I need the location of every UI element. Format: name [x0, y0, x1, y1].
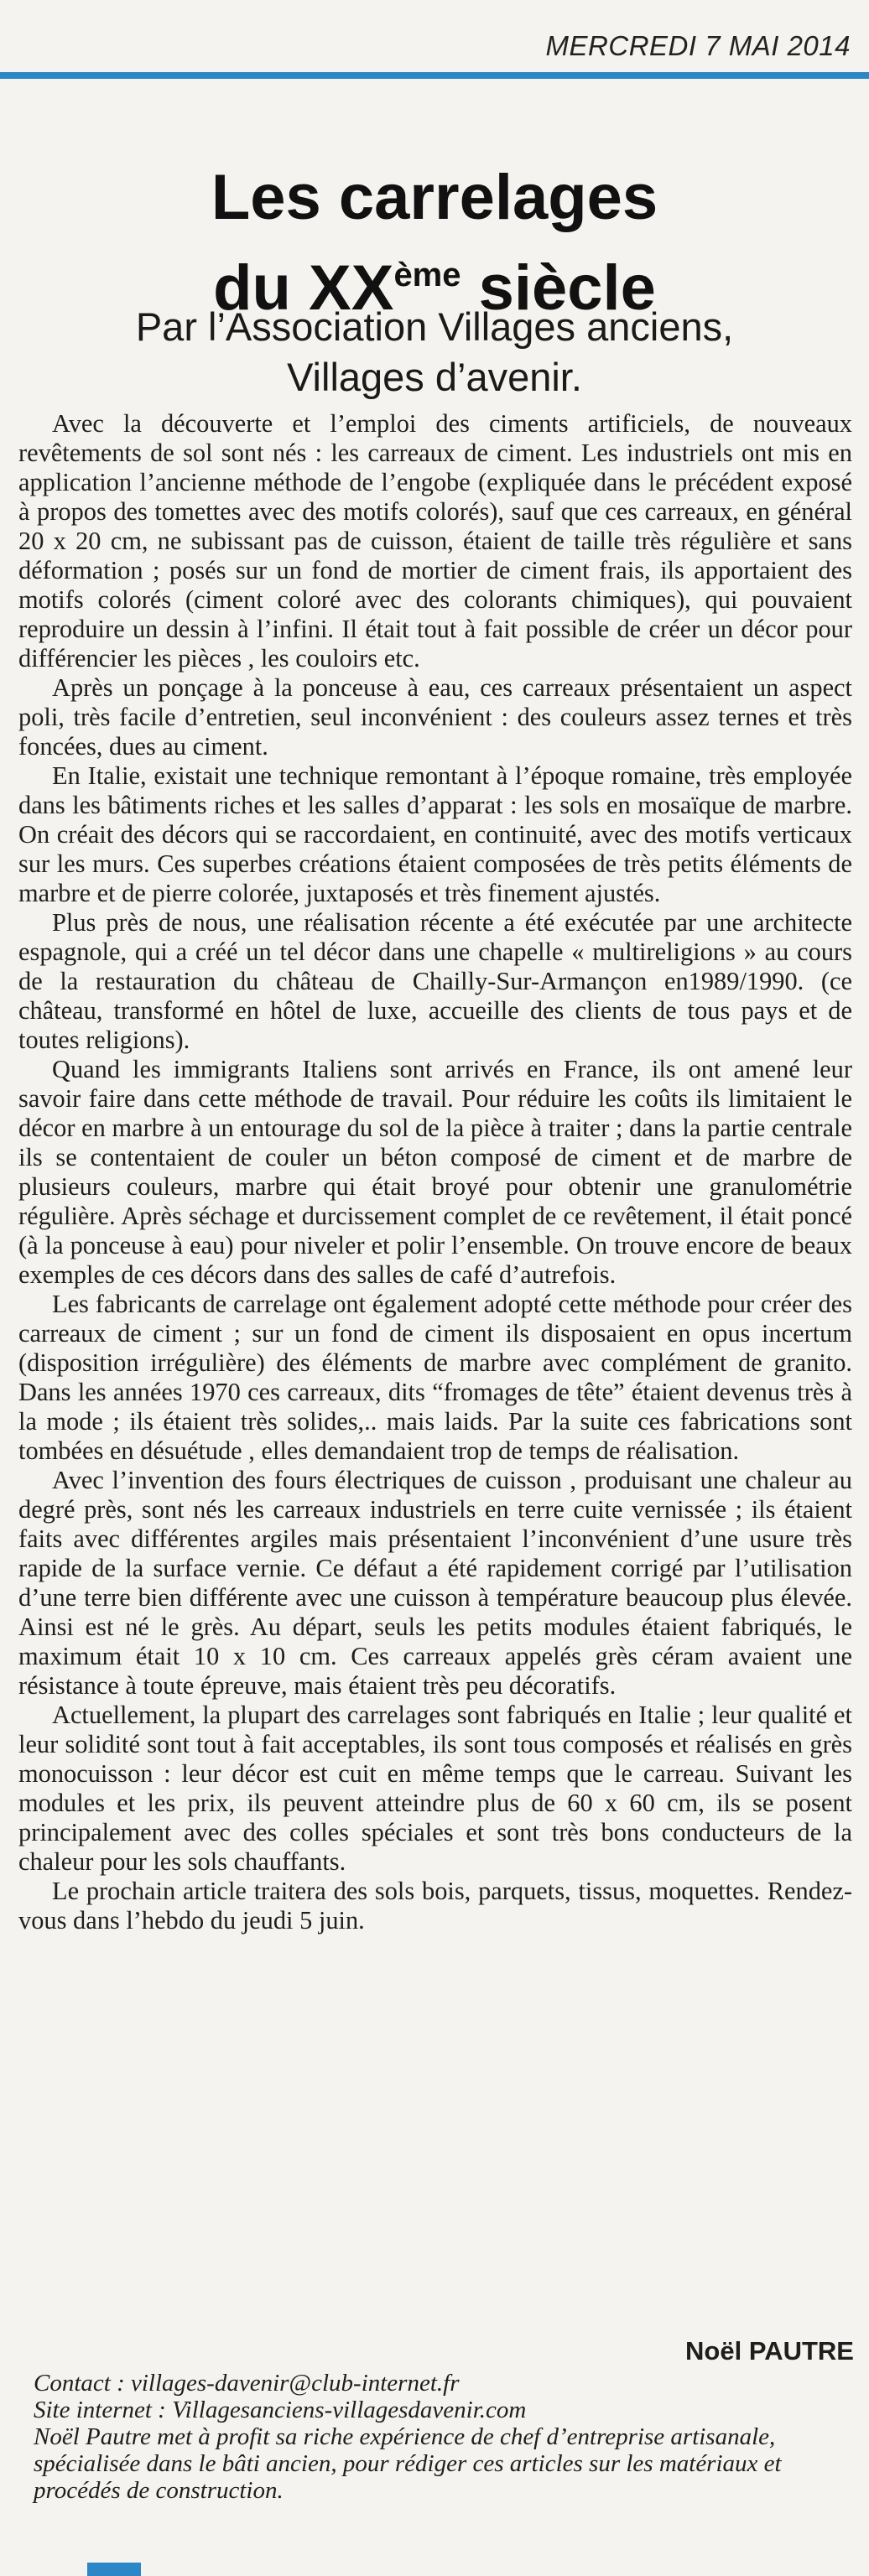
paragraph-5: Quand les immigrants Italiens sont arrivés en France, ils ont amené leur savoir faire dans cette méthode de travail. Pour réduire les coûts ils limitaient le décor en marbre à un entourage du sol de la pièce à traiter ; dans la partie centrale ils se contentaient de couler un béton composé de ciment et de marbre de plusieurs couleurs, marbre qui était broyé pour obtenir une granulométrie régulière. Après séchage et durcissement complet de ce revêtement, il était poncé (à la ponceuse à eau) pour niveler et polir l’ensemble. On trouve encore de beaux exemples de ces décors dans des salles de café d’autrefois. — [18, 1055, 852, 1289]
title-line-1: Les carrelages — [211, 162, 658, 233]
paragraph-4: Plus près de nous, une réalisation récente a été exécutée par une architecte espagnole, qui a créé un tel décor dans une chapelle « multireligions » au cours de la restauration du château de Chailly-Sur-Armançon en1989/1990. (ce château, transformé en hôtel de luxe, accueille des clients de tous pays et de toutes religions). — [18, 908, 852, 1054]
author-bio: Noël Pautre met à profit sa riche expérience de chef d’entreprise artisanale, spécialisée dans le bâti ancien, pour rédiger ces articles sur les matériaux et procédés de construction. — [34, 2423, 782, 2504]
page-corner-mark — [87, 2563, 141, 2576]
paragraph-6: Les fabricants de carrelage ont également adopté cette méthode pour créer des carreaux de ciment ; sur un fond de ciment ils disposaient en opus incertum (disposition irrégulière) des éléments de marbre avec complément de granito. Dans les années 1970 ces carreaux, dits “fromages de tête” étaient devenus très à la mode ; ils étaient très solides,.. mais laids. Par la suite ces fabrications sont tombées en désuétude , elles demandaient trop de temps de réalisation. — [18, 1290, 852, 1465]
header-rule — [0, 72, 869, 79]
title-line-2-end: siècle — [461, 252, 656, 324]
author-signature: Noël PAUTRE — [685, 2336, 854, 2366]
paragraph-8: Actuellement, la plupart des carrelages sont fabriqués en Italie ; leur qualité et leur solidité sont tout à fait acceptables, ils sont tous composés et réalisés en grès monocuisson : leur décor est cuit en même temps que le carreau. Suivant les modules et les prix, ils peuvent atteindre plus de 60 x 60 cm, ils se posent principalement avec des colles spéciales et sont très bons conducteurs de la chaleur pour les sols chauffants. — [18, 1701, 852, 1876]
paragraph-3: En Italie, existait une technique remontant à l’époque romaine, très employée dans les bâtiments riches et les salles d’apparat : les sols en mosaïque de marbre. On créait des décors qui se raccordaient, en continuité, avec des motifs verticaux sur les murs. Ces superbes créations étaient composées de très petits éléments de marbre et de pierre colorée, juxtaposés et très finement ajustés. — [18, 761, 852, 907]
website-line: Site internet : Villagesanciens-villagesdavenir.com — [34, 2397, 527, 2423]
title-superscript: ème — [393, 257, 461, 293]
article-body — [18, 409, 852, 1935]
paragraph-2: Après un ponçage à la ponceuse à eau, ces carreaux présentaient un aspect poli, très facile d’entretien, seul inconvénient : des couleurs assez ternes et très foncées, dues au ciment. — [18, 673, 852, 761]
article-byline — [0, 302, 869, 402]
byline-line-2: Villages d’avenir. — [287, 355, 582, 399]
paragraph-9: Le prochain article traitera des sols bois, parquets, tissus, moquettes. Rendez-vous dans l’hebdo du jeudi 5 juin. — [18, 1877, 852, 1935]
title-line-2-start: du XX — [213, 252, 394, 324]
issue-date: MERCREDI 7 MAI 2014 — [545, 30, 851, 61]
article-footer — [34, 2370, 856, 2504]
contact-line: Contact : villages-davenir@club-internet.fr — [34, 2370, 460, 2397]
paragraph-7: Avec l’invention des fours électriques de cuisson , produisant une chaleur au degré près, sont nés les carreaux industriels en terre cuite vernissée ; ils étaient faits avec différentes argiles mais présentaient l’inconvénient d’une usure très rapide de la surface vernie. Ce défaut a été rapidement corrigé par l’utilisation d’une terre bien différente avec une cuisson à température beaucoup plus élevée. Ainsi est né le grès. Au départ, seuls les petits modules étaient fabriqués, le maximum était 10 x 10 cm. Ces carreaux appelés grès céram avaient une résistance à toute épreuve, mais étaient très peu décoratifs. — [18, 1466, 852, 1700]
byline-line-1: Par l’Association Villages anciens, — [135, 304, 734, 349]
paragraph-1: Avec la découverte et l’emploi des ciments artificiels, de nouveaux revêtements de sol sont nés : les carreaux de ciment. Les industriels ont mis en application l’ancienne méthode de l’engobe (expliquée dans le précédent exposé à propos des tomettes avec des motifs colorés), sauf que ces carreaux, en général 20 x 20 cm, ne subissant pas de cuisson, étaient de taille très régulière et sans déformation ; posés sur un fond de mortier de ciment frais, ils apportaient des motifs colorés (ciment coloré avec des colorants chimiques), qui pouvaient reproduire un dessin à l’infini. Il était tout à fait possible de créer un décor pour différencier les pièces , les couloirs etc. — [18, 409, 852, 673]
